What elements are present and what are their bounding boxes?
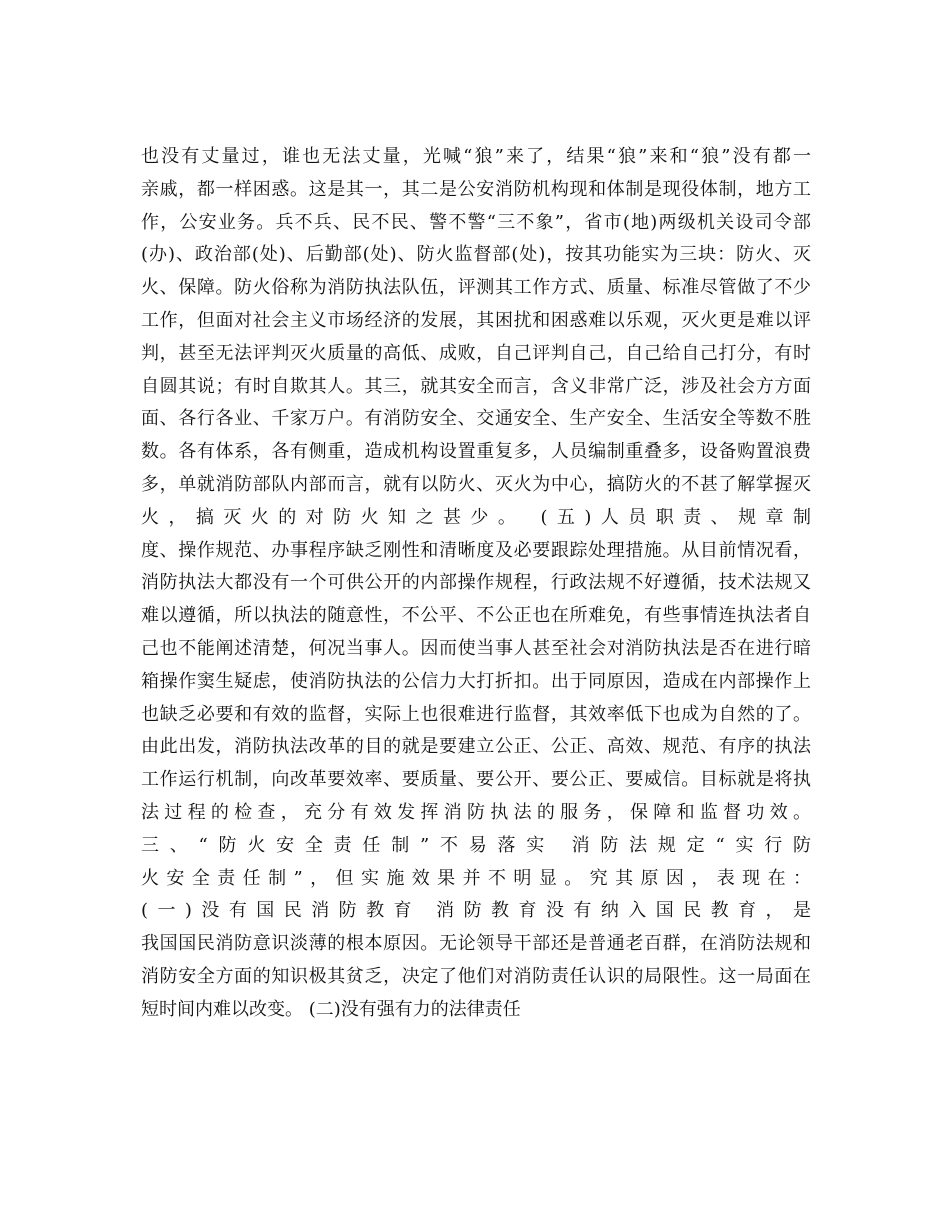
text-line: 火，搞灭火的对防火知之甚少。 (五)人员职责、规章制 [141, 506, 811, 528]
text-line: 难以遵循，所以执法的随意性，不公平、不公正也在所难免，有些事情连执法者自 [141, 605, 811, 627]
body-text [141, 141, 811, 1027]
text-line: 己也不能阐述清楚，何况当事人。因而使当事人甚至社会对消防执法是否在进行暗 [141, 637, 811, 659]
text-line: 法过程的检查，充分有效发挥消防执法的服务，保障和监督功效。 [141, 801, 811, 823]
text-line: (一)没有国民消防教育 消防教育没有纳入国民教育，是 [141, 900, 811, 922]
text-line: 箱操作窦生疑虑，使消防执法的公信力大打折扣。出于同原因，造成在内部操作上 [141, 670, 811, 692]
text-line: (办)、政治部(处)、后勤部(处)、防火监督部(处)，按其功能实为三块：防火、灭 [141, 244, 811, 266]
text-line: 工作，但面对社会主义市场经济的发展，其困扰和困惑难以乐观，灭火更是难以评 [141, 309, 811, 331]
text-line: 工作运行机制，向改革要效率、要质量、要公开、要公正、要威信。目标就是将执 [141, 769, 811, 791]
text-line: 消防执法大都没有一个可供公开的内部操作规程，行政法规不好遵循，技术法规又 [141, 572, 811, 594]
text-line: 我国国民消防意识淡薄的根本原因。无论领导干部还是普通老百群，在消防法规和 [141, 933, 811, 955]
text-line: 数。各有体系，各有侧重，造成机构设置重复多，人员编制重叠多，设备购置浪费 [141, 441, 811, 463]
text-line: 消防安全方面的知识极其贫乏，决定了他们对消防责任认识的局限性。这一局面在 [141, 965, 811, 987]
text-line: 多，单就消防部队内部而言，就有以防火、灭火为中心，搞防火的不甚了解掌握灭 [141, 473, 811, 495]
text-line: 判，甚至无法评判灭火质量的高低、成败，自己评判自己，自己给自己打分，有时 [141, 342, 811, 364]
text-line: 三、“防火安全责任制”不易落实 消防法规定“实行防 [141, 834, 811, 856]
text-line: 也缺乏必要和有效的监督，实际上也很难进行监督，其效率低下也成为自然的了。 [141, 703, 811, 725]
text-line: 亲戚，都一样困惑。这是其一，其二是公安消防机构现和体制是现役体制，地方工 [141, 178, 811, 200]
text-line: 作，公安业务。兵不兵、民不民、警不警“三不象”，省市(地)两级机关设司令部 [141, 211, 811, 233]
text-line: 短时间内难以改变。 (二)没有强有力的法律责任 [141, 998, 521, 1020]
text-line: 火安全责任制”，但实施效果并不明显。究其原因，表现在： [141, 867, 811, 889]
text-line: 由此出发，消防执法改革的目的就是要建立公正、公正、高效、规范、有序的执法 [141, 736, 811, 758]
text-line: 自圆其说；有时自欺其人。其三，就其安全而言，含义非常广泛，涉及社会方方面 [141, 375, 811, 397]
text-line: 火、保障。防火俗称为消防执法队伍，评测其工作方式、质量、标准尽管做了不少 [141, 277, 811, 299]
text-line: 也没有丈量过，谁也无法丈量，光喊“狼”来了，结果“狼”来和“狼”没有都一 [141, 146, 811, 167]
text-line: 面、各行各业、千家万户。有消防安全、交通安全、生产安全、生活安全等数不胜 [141, 408, 811, 430]
text-line: 度、操作规范、办事程序缺乏刚性和清晰度及必要跟踪处理措施。从目前情况看， [141, 539, 811, 561]
